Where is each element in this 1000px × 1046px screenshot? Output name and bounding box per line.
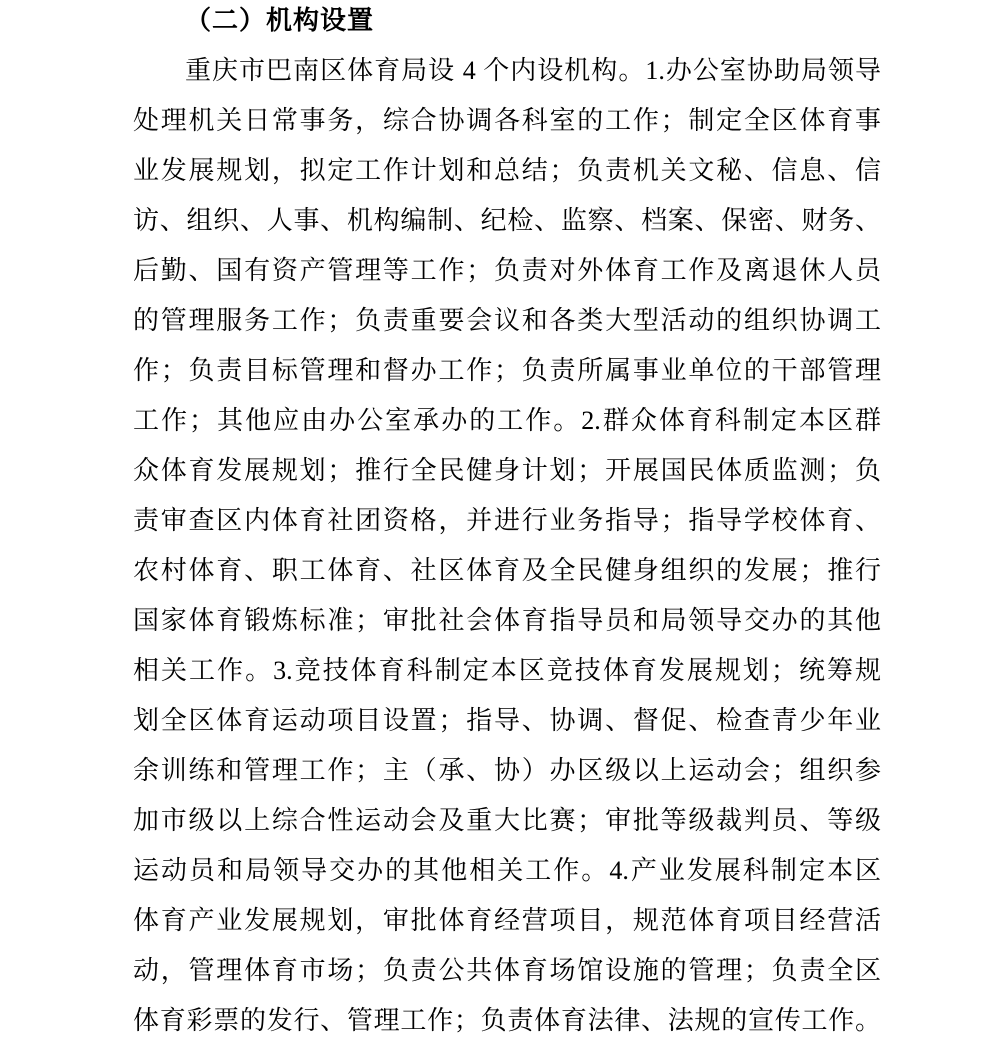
body-line: 访、组织、人事、机构编制、纪检、监察、档案、保密、财务、	[133, 206, 881, 235]
document-page	[133, 0, 881, 1046]
body-line: 农村体育、职工体育、社区体育及全民健身组织的发展；推行	[133, 556, 881, 585]
body-line: 业发展规划，拟定工作计划和总结；负责机关文秘、信息、信	[133, 156, 881, 185]
body-line: 众体育发展规划；推行全民健身计划；开展国民体质监测；负	[133, 456, 881, 485]
body-line: 国家体育锻炼标准；审批社会体育指导员和局领导交办的其他	[133, 606, 881, 635]
body-line: 动，管理体育市场；负责公共体育场馆设施的管理；负责全区	[133, 956, 881, 985]
body-line: 余训练和管理工作；主（承、协）办区级以上运动会；组织参	[133, 756, 881, 785]
body-line: 体育产业发展规划，审批体育经营项目，规范体育项目经营活	[133, 906, 881, 935]
body-line: 作；负责目标管理和督办工作；负责所属事业单位的干部管理	[133, 356, 881, 385]
body-line: 处理机关日常事务，综合协调各科室的工作；制定全区体育事	[133, 106, 881, 135]
body-line: 责审查区内体育社团资格，并进行业务指导；指导学校体育、	[133, 506, 881, 535]
body-line: 后勤、国有资产管理等工作；负责对外体育工作及离退休人员	[133, 256, 881, 285]
body-line: 重庆市巴南区体育局设 4 个内设机构。1.办公室协助局领导	[185, 56, 881, 85]
body-line: 加市级以上综合性运动会及重大比赛；审批等级裁判员、等级	[133, 806, 881, 835]
body-line: 体育彩票的发行、管理工作；负责体育法律、法规的宣传工作。	[133, 1006, 881, 1035]
body-line: 划全区体育运动项目设置；指导、协调、督促、检查青少年业	[133, 706, 881, 735]
body-line: 工作；其他应由办公室承办的工作。2.群众体育科制定本区群	[133, 406, 881, 435]
body-line: 相关工作。3.竞技体育科制定本区竞技体育发展规划；统筹规	[133, 656, 881, 685]
body-line: 运动员和局领导交办的其他相关工作。4.产业发展科制定本区	[133, 856, 881, 885]
body-line: 的管理服务工作；负责重要会议和各类大型活动的组织协调工	[133, 306, 881, 335]
section-heading: （二）机构设置	[185, 6, 375, 35]
